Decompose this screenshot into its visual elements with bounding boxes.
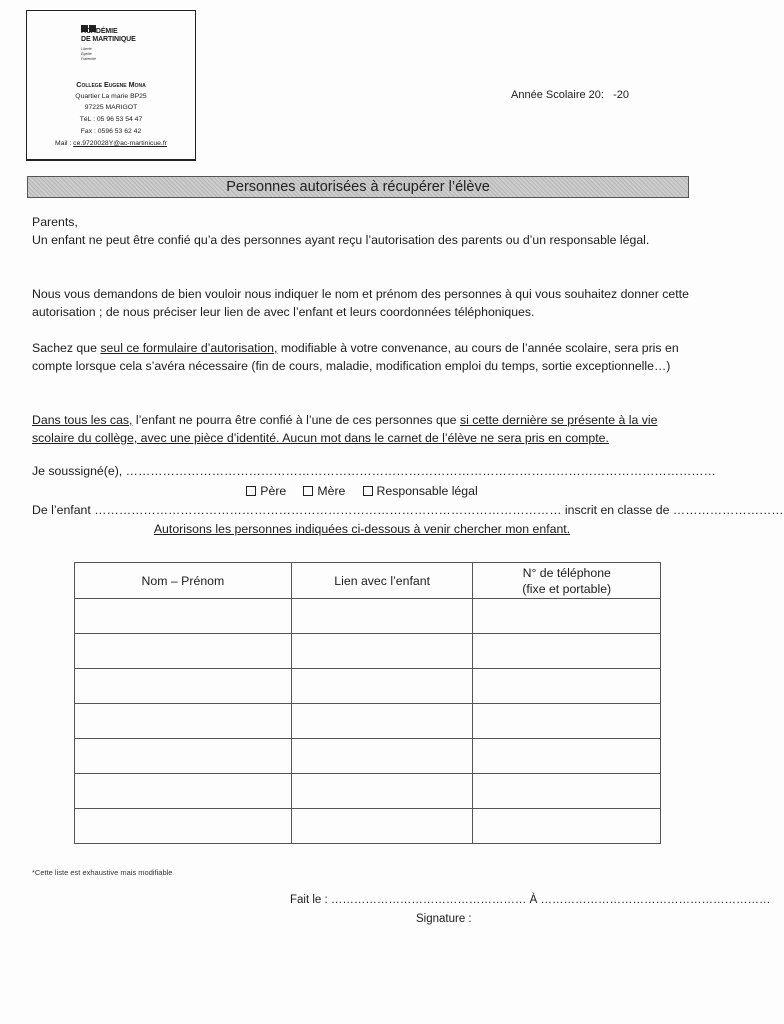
phone-cell[interactable] <box>473 704 661 739</box>
checkbox-icon[interactable] <box>303 486 313 496</box>
title-banner <box>27 176 689 198</box>
motto <box>81 47 96 62</box>
place-field[interactable]: …………………………………………………… <box>540 894 771 906</box>
relation-cell[interactable] <box>291 704 473 739</box>
name-cell[interactable] <box>75 704 292 739</box>
school-year: Année Scolaire 20: -20 <box>511 89 630 101</box>
relation-cell[interactable] <box>291 599 473 634</box>
table-row <box>75 599 661 634</box>
p3-underlined: seul ce formulaire d’autorisation, <box>100 341 278 355</box>
class-field[interactable]: ……………………… <box>672 503 784 517</box>
school-phone: TéL : 05 96 53 54 47 <box>79 116 143 124</box>
option-mere[interactable] <box>303 484 345 498</box>
paragraph-1: Un enfant ne peut être confié qu’a des personnes ayant reçu l’autorisation des parents ou d’un responsable légal. <box>32 233 650 247</box>
place-label: À <box>529 894 541 906</box>
relation-options <box>32 482 692 500</box>
p3-text: modifiable à votre convenance, au cours de l’année scolaire, sera pris en compte lorsque cela s’avéra nécessaire (fin de cours, maladie, modification emploi du temps, sortie exceptionnelle…) <box>32 341 679 373</box>
relation-cell[interactable] <box>291 739 473 774</box>
footnote: *Cette liste est exhaustive mais modifiable <box>32 868 173 877</box>
paragraph-4 <box>32 411 692 447</box>
table-row <box>75 809 661 844</box>
name-cell[interactable] <box>75 634 292 669</box>
header-phone-line: (fixe et portable) <box>522 581 612 596</box>
relation-cell[interactable] <box>291 634 473 669</box>
motto-line: Fraternité <box>81 57 96 61</box>
table-header-row <box>75 563 661 599</box>
name-cell[interactable] <box>75 739 292 774</box>
undersigned-label: Je soussigné(e), <box>32 464 126 478</box>
header-relation: Lien avec l’enfant <box>291 563 473 599</box>
school-mail-line <box>27 138 195 150</box>
mail-label: Mail : <box>55 139 74 147</box>
date-place-line <box>290 894 770 906</box>
school-city: 97225 MARIGOT <box>84 104 138 112</box>
child-name-field[interactable]: …………………………………………………………………………………………………… <box>94 503 562 517</box>
option-label: Mère <box>317 484 346 498</box>
header-name: Nom – Prénom <box>75 563 292 599</box>
p4-underlined: si cette dernière se présente à la vie scolaire du collège, avec une pièce d’identité. Aucun mot dans le carnet de l’élève ne sera pris en compte. <box>32 413 658 445</box>
table-row <box>75 669 661 704</box>
name-cell[interactable] <box>75 809 292 844</box>
checkbox-icon[interactable] <box>246 486 256 496</box>
table-row <box>75 739 661 774</box>
class-label: inscrit en classe de <box>561 503 673 517</box>
school-name: College Eugene Mona <box>76 80 146 89</box>
undersigned-line <box>32 462 716 480</box>
phone-cell[interactable] <box>473 774 661 809</box>
page-title: Personnes autorisées à récupérer l’élève <box>226 179 490 195</box>
p4-text: l’enfant ne pourra être confié à l’une de ces personnes que <box>132 413 460 427</box>
header-phone-line: N° de téléphone <box>522 565 611 580</box>
date-field[interactable]: …………………………………………… <box>330 894 530 906</box>
relation-cell[interactable] <box>291 774 473 809</box>
motto-line: Égalité <box>81 52 92 56</box>
table-row <box>75 704 661 739</box>
option-pere[interactable] <box>246 484 286 498</box>
phone-cell[interactable] <box>473 809 661 844</box>
child-line <box>32 501 784 519</box>
academy-line: DE MARTINIQUE <box>81 36 136 43</box>
date-label: Fait le : <box>290 894 331 906</box>
name-cell[interactable] <box>75 599 292 634</box>
option-responsable[interactable] <box>363 484 478 498</box>
authorized-persons-table <box>74 562 661 844</box>
checkbox-icon[interactable] <box>363 486 373 496</box>
phone-cell[interactable] <box>473 669 661 704</box>
authorize-statement: Autorisons les personnes indiquées ci-dessous à venir chercher mon enfant. <box>153 522 571 536</box>
relation-cell[interactable] <box>291 669 473 704</box>
marianne-logo-icon <box>81 19 97 26</box>
paragraph-3 <box>32 339 692 375</box>
school-fax: Fax : 0596 53 62 42 <box>80 127 142 135</box>
school-mail-link[interactable]: ce.9720028Y@ac-martinicue.fr <box>73 139 167 147</box>
academy-line: ACADÉMIE <box>81 28 118 35</box>
letterhead-box <box>26 10 196 161</box>
undersigned-field[interactable]: ……………………………………………………………………………………………………………………………… <box>125 464 716 478</box>
child-label: De l’enfant <box>32 503 95 517</box>
phone-cell[interactable] <box>473 599 661 634</box>
name-cell[interactable] <box>75 774 292 809</box>
academy-name <box>81 28 136 44</box>
table-row <box>75 774 661 809</box>
name-cell[interactable] <box>75 669 292 704</box>
signature-label: Signature : <box>416 913 472 925</box>
phone-cell[interactable] <box>473 634 661 669</box>
relation-cell[interactable] <box>291 809 473 844</box>
motto-line: Liberté <box>81 47 92 51</box>
p4-underlined: Dans tous les cas, <box>32 413 133 427</box>
school-address: Quartier La marie BP25 <box>75 92 147 100</box>
table-body <box>75 599 661 844</box>
phone-cell[interactable] <box>473 739 661 774</box>
p3-text: Sachez que <box>32 341 101 355</box>
option-label: Responsable légal <box>376 484 478 498</box>
option-label: Père <box>260 484 287 498</box>
table-row <box>75 634 661 669</box>
paragraph-2: Nous vous demandons de bien vouloir nous indiquer le nom et prénom des personnes à qui vous souhaitez donner cette autorisation ; de nous préciser leur lien de avec l’enfant et leurs coordonnées téléphoniques. <box>32 287 689 319</box>
header-phone <box>473 563 661 599</box>
school-info <box>27 79 195 149</box>
greeting: Parents, <box>32 215 78 229</box>
